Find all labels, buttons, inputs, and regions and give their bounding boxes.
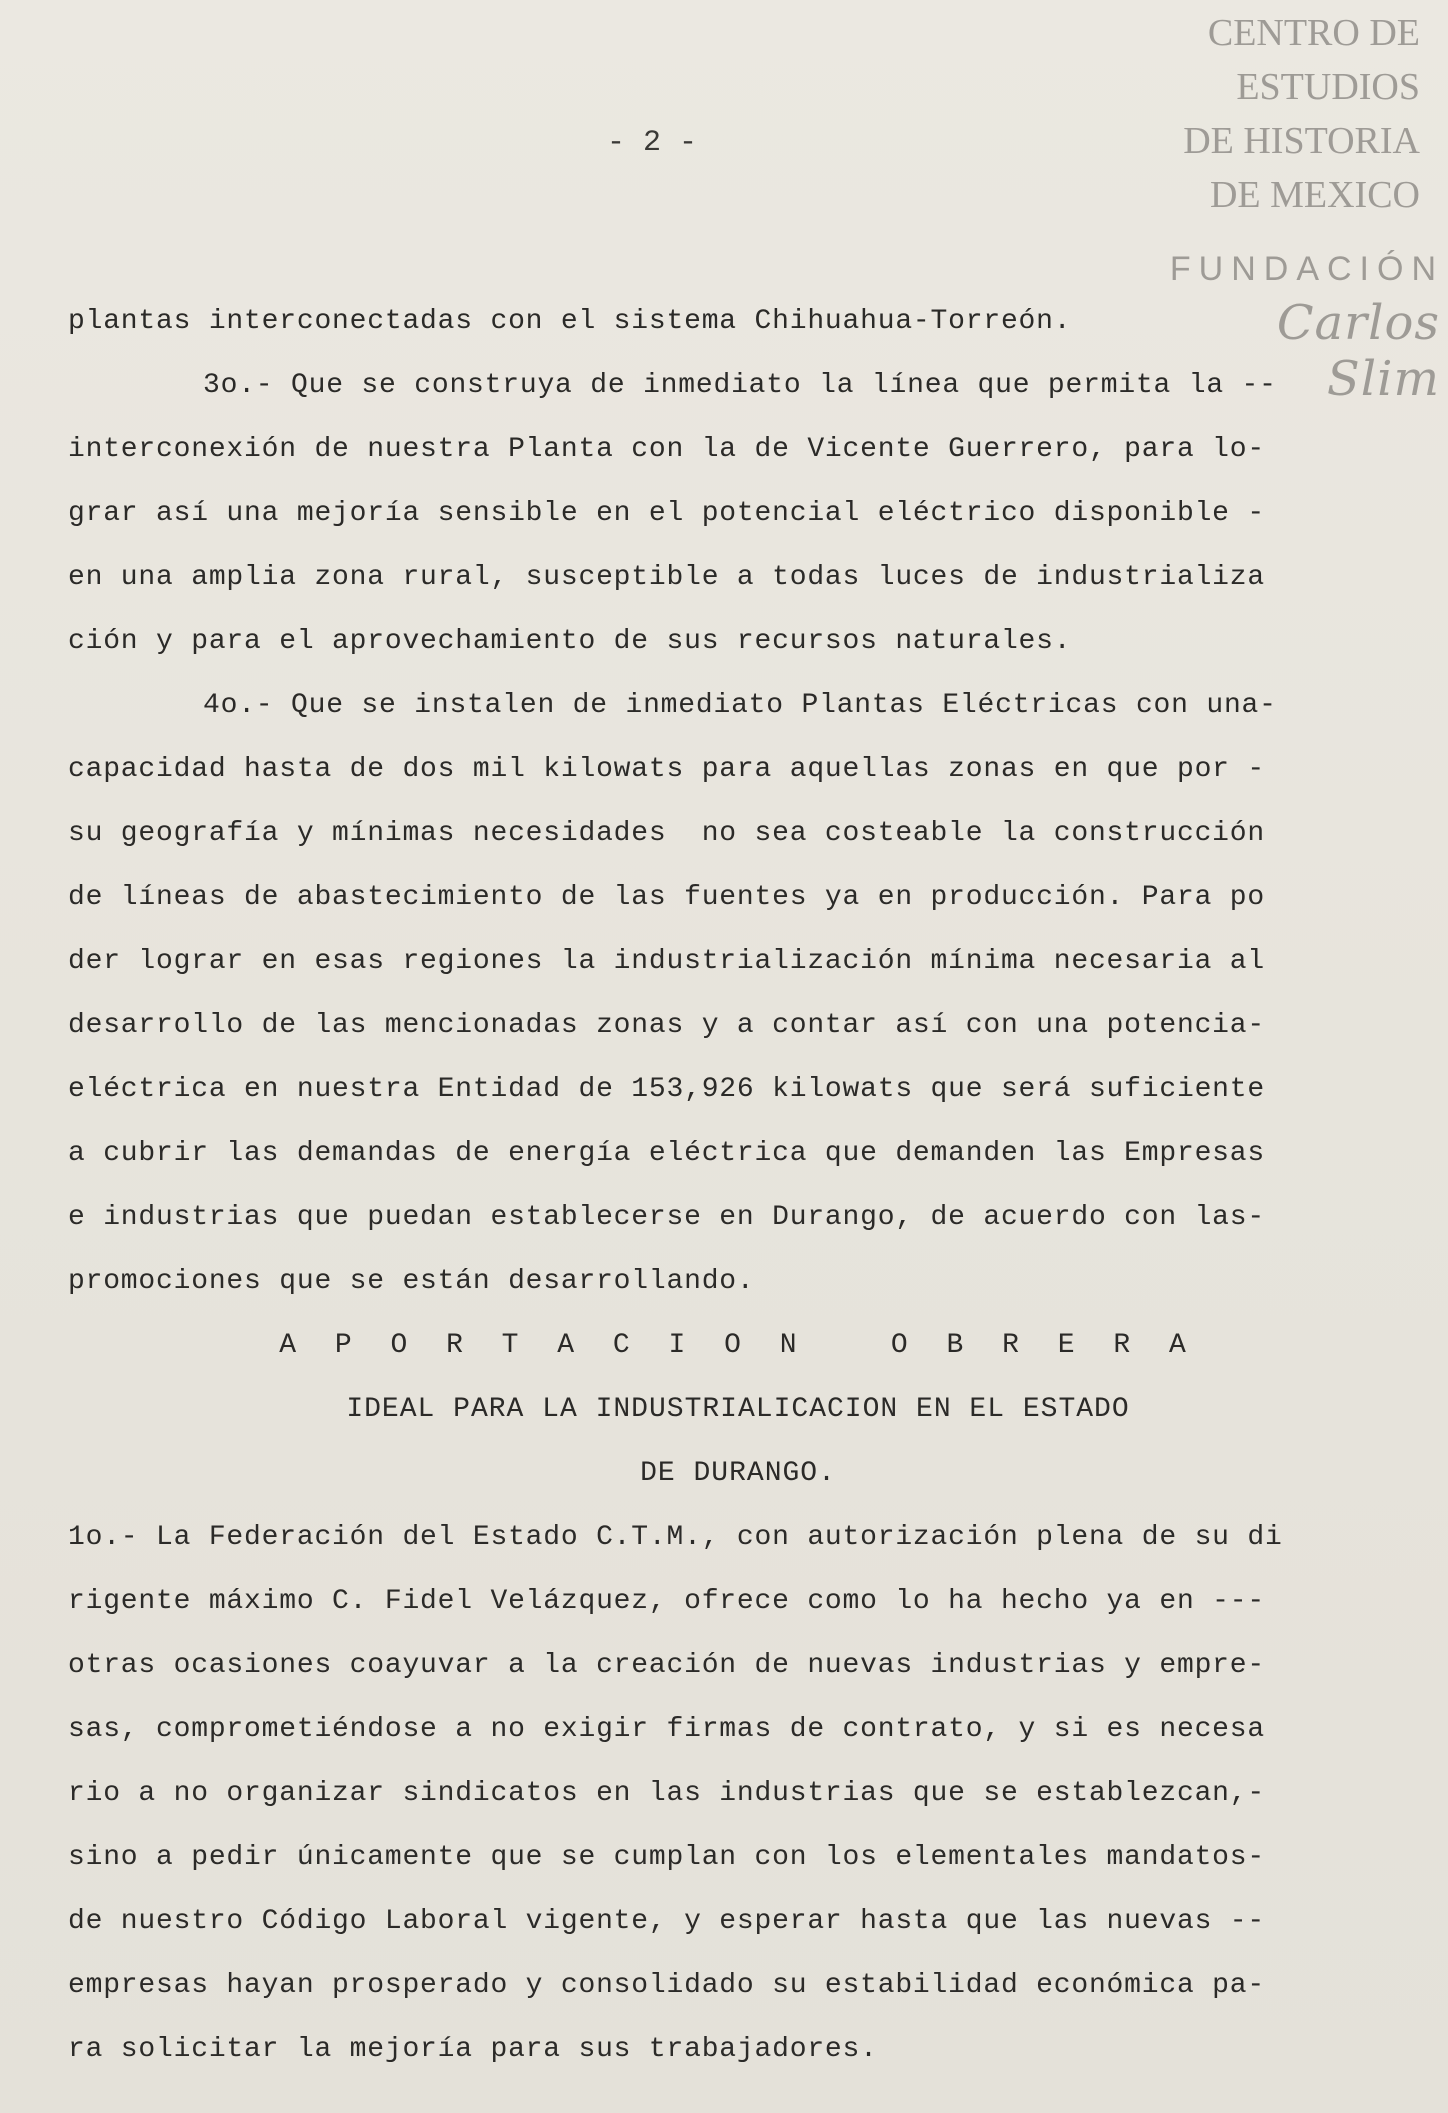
text-line: rigente máximo C. Fidel Velázquez, ofrece como lo ha hecho ya en --- bbox=[68, 1586, 1265, 1617]
text-line: der lograr en esas regiones la industrialización mínima necesaria al bbox=[68, 946, 1265, 977]
text-line: sas, comprometiéndose a no exigir firmas de contrato, y si es necesa bbox=[68, 1714, 1265, 1745]
text-line: de nuestro Código Laboral vigente, y esperar hasta que las nuevas -- bbox=[68, 1906, 1265, 1937]
text-line: ra solicitar la mejoría para sus trabajadores. bbox=[68, 2034, 878, 2065]
text-line: otras ocasiones coayuvar a la creación de nuevas industrias y empre- bbox=[68, 1650, 1265, 1681]
text-line: sino a pedir únicamente que se cumplan con los elementales mandatos- bbox=[68, 1842, 1265, 1873]
watermark-signature: Carlos Slim bbox=[1276, 295, 1440, 407]
text-line: empresas hayan prosperado y consolidado su estabilidad económica pa- bbox=[68, 1970, 1265, 2001]
section-heading: A P O R T A C I O N O B R E R A bbox=[279, 1330, 1197, 1361]
text-line: 4o.- Que se instalen de inmediato Plantas Eléctricas con una- bbox=[203, 690, 1277, 721]
watermark-line-4: DE MEXICO bbox=[1209, 174, 1420, 216]
text-line: ción y para el aprovechamiento de sus recursos naturales. bbox=[68, 626, 1072, 657]
text-line: capacidad hasta de dos mil kilowats para aquellas zonas en que por - bbox=[68, 754, 1265, 785]
text-line: e industrias que puedan establecerse en Durango, de acuerdo con las- bbox=[68, 1202, 1265, 1233]
text-line: eléctrica en nuestra Entidad de 153,926 kilowats que será suficiente bbox=[68, 1074, 1265, 1105]
text-line: promociones que se están desarrollando. bbox=[68, 1266, 755, 1297]
document-body bbox=[68, 290, 1408, 2082]
section-subheading: IDEAL PARA LA INDUSTRIALICACION EN EL ESTADO bbox=[346, 1394, 1130, 1425]
text-line: en una amplia zona rural, susceptible a todas luces de industrializa bbox=[68, 562, 1265, 593]
text-line: su geografía y mínimas necesidades no sea costeable la construcción bbox=[68, 818, 1265, 849]
text-line: rio a no organizar sindicatos en las industrias que se establezcan,- bbox=[68, 1778, 1265, 1809]
text-line: a cubrir las demandas de energía eléctrica que demanden las Empresas bbox=[68, 1138, 1265, 1169]
watermark-foundation: FUNDACIÓN bbox=[1169, 250, 1444, 288]
watermark-line-3: DE HISTORIA bbox=[1183, 120, 1420, 162]
text-line: 1o.- La Federación del Estado C.T.M., con autorización plena de su di bbox=[68, 1522, 1283, 1553]
text-line: de líneas de abastecimiento de las fuentes ya en producción. Para po bbox=[68, 882, 1265, 913]
text-line: desarrollo de las mencionadas zonas y a contar así con una potencia- bbox=[68, 1010, 1265, 1041]
text-line: 3o.- Que se construya de inmediato la línea que permita la -- bbox=[203, 370, 1277, 401]
text-line: interconexión de nuestra Planta con la de Vicente Guerrero, para lo- bbox=[68, 434, 1265, 465]
page-number: - 2 - bbox=[606, 126, 697, 160]
section-subheading-continued: DE DURANGO. bbox=[640, 1458, 836, 1489]
watermark-line-1: CENTRO DE bbox=[1207, 12, 1420, 54]
text-line: plantas interconectadas con el sistema Chihuahua-Torreón. bbox=[68, 306, 1072, 337]
watermark-line-2: ESTUDIOS bbox=[1236, 66, 1420, 108]
text-line: grar así una mejoría sensible en el potencial eléctrico disponible - bbox=[68, 498, 1265, 529]
